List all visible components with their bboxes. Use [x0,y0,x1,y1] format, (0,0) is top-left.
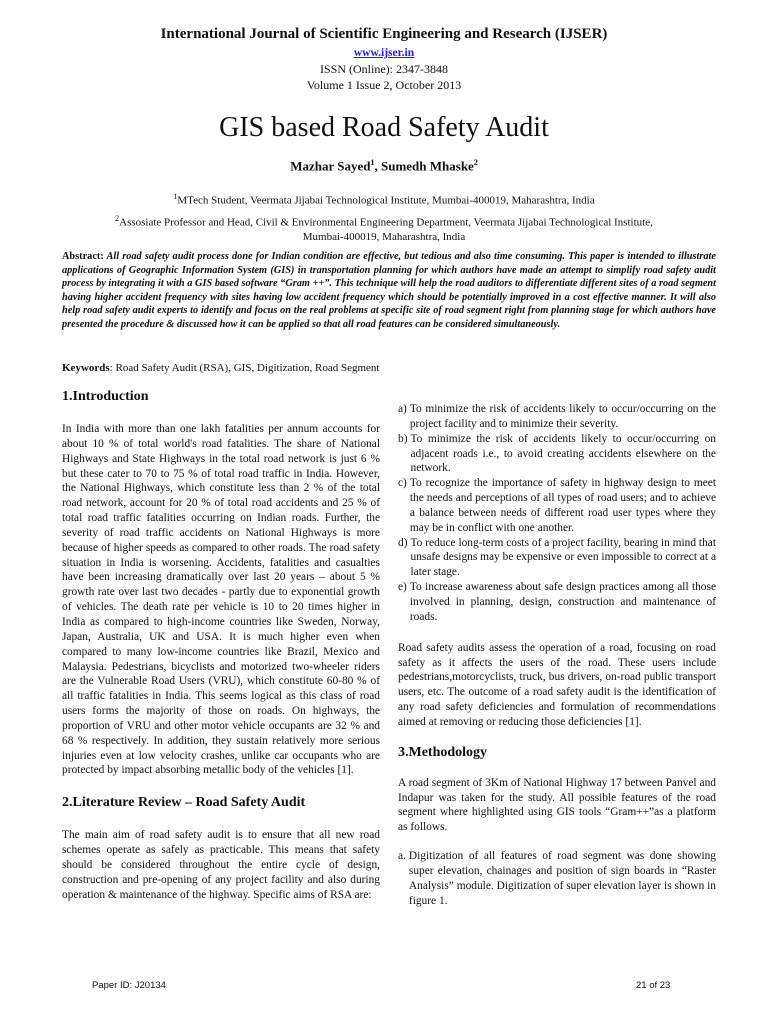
aim-item [398,580,716,625]
affiliation-2 [100,212,668,244]
aim-item [398,432,716,477]
affiliation-1-sup: 1 [173,192,178,201]
methodology-heading: 3.Methodology [398,744,488,760]
methodology-paragraph: A road segment of 3Km of National Highway 17 between Panvel and Indapur was taken for the study. All possible features of the road segment where highlighted using GIS tools “Gram++”as a platform as follows. [398,776,716,834]
aim-text: To minimize the risk of accidents likely to occur/occurring on adjacent roads i.e., to avoid creating accidents elsewhere on the network. [410,432,716,475]
lit-review-paragraph: The main aim of road safety audit is to ensure that all new road schemes operate as safely as practicable. This means that safety should be considered throughout the entire cycle of design, construction and pre-opening of any project facility and also during operation & maintenance of the highway. Specific aims of RSA are: [62,829,380,901]
method-marker: a. [398,850,406,863]
keywords [62,362,716,374]
method-item [398,849,716,908]
keywords-label: Keywords [62,362,110,374]
abstract [62,250,716,332]
affiliation-1 [100,190,668,208]
footer-page-number: 21 of 23 [636,980,671,991]
affiliation-2-sup: 2 [115,214,120,223]
intro-heading: 1.Introduction [62,389,149,404]
aim-item [398,476,716,535]
journal-website-link[interactable]: www.ijser.in [353,47,415,59]
paper-title: GIS based Road Safety Audit [219,112,549,143]
rsa-paragraph: Road safety audits assess the operation of a road, focusing on road safety as it affects the users of the road. These users include pedestrians,motorcyclists, truck, bus drivers, on-road public transport users, etc. The outcome of a road safety audit is the identification of any road safety deficiencies and formulation of recommendations aimed at removing or reducing those deficiencies [1]. [398,641,716,728]
author-separator: , [374,158,381,174]
aim-marker: a) [398,403,407,415]
right-column [398,402,716,908]
author-1: Mazhar Sayed [290,158,371,174]
abstract-label: Abstract: [62,251,104,262]
aim-marker: c) [398,477,407,490]
aim-text: To minimize the risk of accidents likely to occur/occurring on the project facility and to minimize their severity. [409,403,716,430]
issn: ISSN (Online): 2347-3848 [320,62,448,76]
affiliation-1-text: MTech Student, Veermata Jijabai Technological Institute, Mumbai-400019, Maharashtra, India [177,194,595,207]
aim-text: To increase awareness about safe design practices among all those involved in planning, design, construction and maintenance of roads. [409,581,716,623]
aim-text: To reduce long-term costs of a project facility, bearing in mind that unsafe designs may be expensive or even impossible to correct at a later stage. [410,536,716,579]
method-text: Digitization of all features of road segment was done showing super elevation, chainages and position of sign boards in “Raster Analysis” module. Digitization of super elevation layer is shown in figure 1. [408,850,716,907]
lit-review-heading: 2.Literature Review – Road Safety Audit [62,795,306,811]
aim-marker: b) [398,432,408,445]
affiliation-2-text: Assosiate Professor and Head, Civil & Environmental Engineering Department, Veermata Jijabai Technological Institute, Mumbai-400019, Maharashtra, India [119,216,653,243]
author-2: Sumedh Mhaske [380,158,474,174]
aim-text: To recognize the importance of safety in highway design to meet the needs and perceptions of all types of road users; and to achieve a balance between needs of different road user types where they may be in conflict with one another. [409,477,716,534]
author-1-sup: 1 [370,158,375,167]
aim-marker: e) [398,581,407,594]
authors [0,158,768,174]
footer-paper-id: Paper ID: J20134 [92,980,166,991]
intro-paragraph: In India with more than one lakh fatalities per annum accounts for about 10 % of total world's road fatalities. The share of National Highways and State Highways in the total road network is just 6 % but these cater to 70 to 75 % of total road traffic in India. However, the National Highways, which constitute less than 2 % of the total road network, account for 20 % of total road accidents and 25 % of total road traffic fatalities occurring on Indian roads. Further, the severity of road traffic accidents on National Highways is more because of higher speeds as compared to other roads. The road safety situation in India is worsening. Accidents, fatalities and casualties have been increasing dramatically over last 20 years – about 5 % growth rate over last two decades - partly due to exponential growth of vehicles. The death rate per vehicle is 10 to 20 times higher in India as compared to high-income countries like Sweden, Norway, Japan, Australia, UK and USA. It is much higher even when compared to many low-income countries like Brazil, Mexico and Malaysia. Pedestrians, bicyclists and motorized two-wheeler riders are the Vulnerable Road Users (VRU), which constitute 60-80 % of all traffic fatalities in India. This seems logical as this class of road users forms the majority of those on roads. On highways, the proportion of VRU and other motor vehicle occupants are 32 % and 68 % respectively. In addition, they sustain relatively more serious injuries even at low velocity crashes, unlike car occupants who are protected by impact absorbing metallic body of the vehicles [1]. [62,423,380,777]
aim-item [398,402,716,432]
left-column [62,388,380,902]
keywords-text: : Road Safety Audit (RSA), GIS, Digitization, Road Segment [109,362,380,374]
abstract-text: All road safety audit process done for Indian condition are effective, but tedious and also time consuming. This paper is intended to illustrate applications of Geographic Information System (GIS) in transportation planning for which authors have made an attempt to simplify road safety audit process by integrating it with a GIS based software “Gram ++”. This technique will help the road auditors to differentiate different sites of a road segment having higher accident frequency with sites having low accident frequency which should be potentially improved in a cost effective manner. It will also help road safety audit experts to identify and focus on the real problems at specific site of road segment right from planning stage for which authors have presented the procedure & discussed how it can be applied so that all road features can be considered simultaneously. [62,251,716,330]
author-2-sup: 2 [473,158,478,167]
aim-item [398,536,716,581]
aim-marker: d) [398,536,408,549]
volume-issue: Volume 1 Issue 2, October 2013 [306,78,462,92]
journal-name: International Journal of Scientific Engineering and Research (IJSER) [160,26,608,42]
